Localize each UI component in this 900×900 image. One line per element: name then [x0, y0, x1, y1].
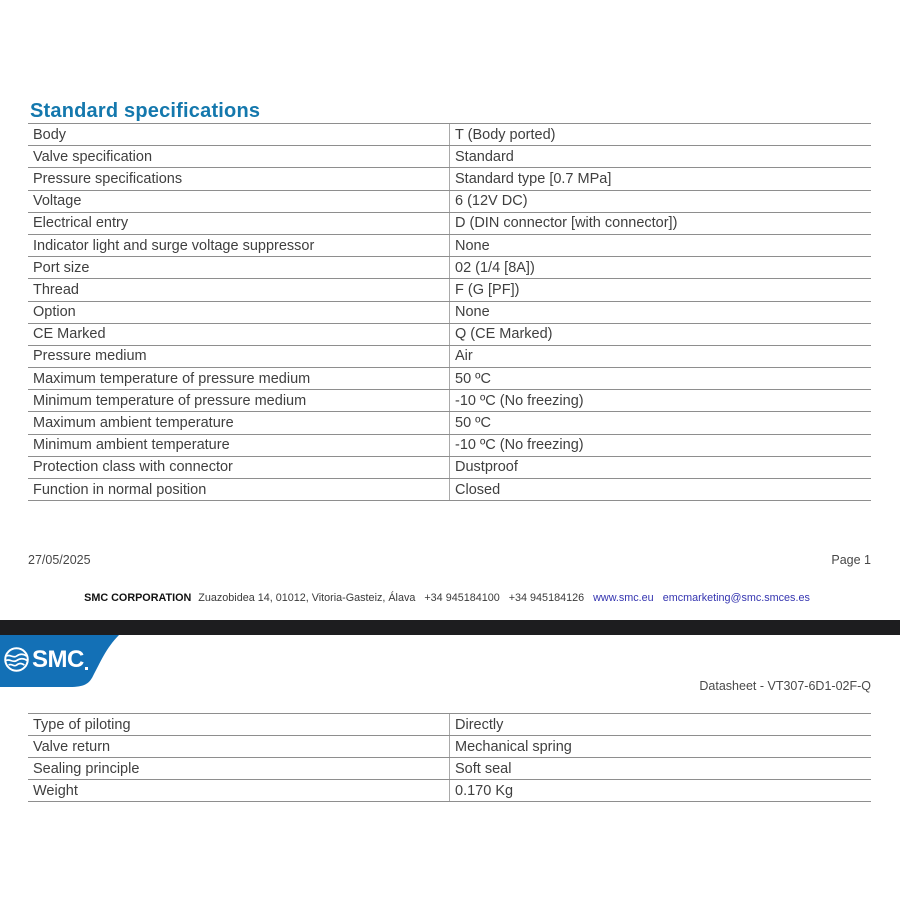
page-number: Page 1: [831, 553, 871, 567]
standard-specifications-table: [28, 123, 871, 501]
spec-value: Dustproof: [449, 457, 871, 478]
table-row: [28, 412, 871, 434]
spec-value: Closed: [449, 479, 871, 500]
spec-value: Q (CE Marked): [449, 324, 871, 345]
table-row: [28, 124, 871, 146]
datasheet-label: Datasheet - VT307-6D1-02F-Q: [699, 679, 871, 693]
email-link[interactable]: emcmarketing@smc.smces.es: [662, 592, 810, 604]
spec-value: Directly: [449, 714, 871, 735]
spec-value: T (Body ported): [449, 124, 871, 145]
smc-globe-icon: [3, 646, 30, 673]
spec-value: 02 (1/4 [8A]): [449, 257, 871, 278]
spec-value: 50 ºC: [449, 368, 871, 389]
spec-label: Minimum ambient temperature: [33, 437, 230, 454]
spec-label: Port size: [33, 259, 90, 276]
smc-logo-text: SMC: [32, 645, 84, 673]
spec-value: F (G [PF]): [449, 279, 871, 300]
spec-label: Minimum temperature of pressure medium: [33, 392, 307, 409]
footer-company-line: [0, 592, 900, 604]
logo-trademark-dot: [85, 667, 88, 670]
spec-value: D (DIN connector [with connector]): [449, 213, 871, 234]
table-row: [28, 191, 871, 213]
spec-value: 0.170 Kg: [449, 780, 871, 801]
spec-label: Indicator light and surge voltage suppressor: [33, 237, 315, 254]
footer-date: 27/05/2025: [28, 553, 91, 567]
spec-label: CE Marked: [33, 326, 106, 343]
spec-label: Pressure specifications: [33, 170, 183, 187]
table-row: [28, 235, 871, 257]
spec-value: None: [449, 302, 871, 323]
spec-label: Maximum temperature of pressure medium: [33, 370, 311, 387]
table-row: [28, 257, 871, 279]
spec-label: Pressure medium: [33, 348, 147, 365]
spec-label: Sealing principle: [33, 760, 140, 777]
spec-label: Body: [33, 126, 67, 143]
table-row: [28, 457, 871, 479]
smc-logo-banner: [0, 635, 132, 687]
spec-value: Standard type [0.7 MPa]: [449, 168, 871, 189]
page-title: Standard specifications: [30, 100, 261, 123]
spec-label: Electrical entry: [33, 215, 129, 232]
spec-value: -10 ºC (No freezing): [449, 390, 871, 411]
table-row: [28, 780, 871, 802]
website-link[interactable]: www.smc.eu: [593, 592, 654, 604]
table-row: [28, 279, 871, 301]
spec-label: Maximum ambient temperature: [33, 415, 234, 432]
table-row: [28, 146, 871, 168]
spec-label: Valve specification: [33, 148, 153, 165]
phone-number-1: +34 945184100: [424, 592, 500, 604]
company-address: Zuazobidea 14, 01012, Vitoria-Gasteiz, Álava: [198, 592, 416, 604]
spec-label: Function in normal position: [33, 481, 207, 498]
smc-logo: [3, 646, 88, 673]
spec-label: Voltage: [33, 193, 82, 210]
spec-label: Weight: [33, 782, 78, 799]
table-row: [28, 324, 871, 346]
spec-value: 6 (12V DC): [449, 191, 871, 212]
spec-value: Soft seal: [449, 758, 871, 779]
table-row: [28, 368, 871, 390]
phone-number-2: +34 945184126: [508, 592, 585, 604]
table-row: [28, 346, 871, 368]
table-row: [28, 479, 871, 501]
table-row: [28, 736, 871, 758]
spec-value: Mechanical spring: [449, 736, 871, 757]
spec-value: None: [449, 235, 871, 256]
company-name: SMC CORPORATION: [84, 592, 192, 604]
table-row: [28, 302, 871, 324]
table-row: [28, 213, 871, 235]
table-row: [28, 390, 871, 412]
spec-value: 50 ºC: [449, 412, 871, 433]
table-row: [28, 714, 871, 736]
spec-label: Option: [33, 304, 76, 321]
details-table: [28, 713, 871, 802]
table-row: [28, 435, 871, 457]
table-row: [28, 168, 871, 190]
spec-label: Type of piloting: [33, 716, 131, 733]
spec-label: Thread: [33, 281, 79, 298]
table-row: [28, 758, 871, 780]
spec-label: Valve return: [33, 738, 111, 755]
spec-value: -10 ºC (No freezing): [449, 435, 871, 456]
spec-value: Standard: [449, 146, 871, 167]
page-separator-band: [0, 620, 900, 635]
spec-value: Air: [449, 346, 871, 367]
spec-label: Protection class with connector: [33, 459, 233, 476]
